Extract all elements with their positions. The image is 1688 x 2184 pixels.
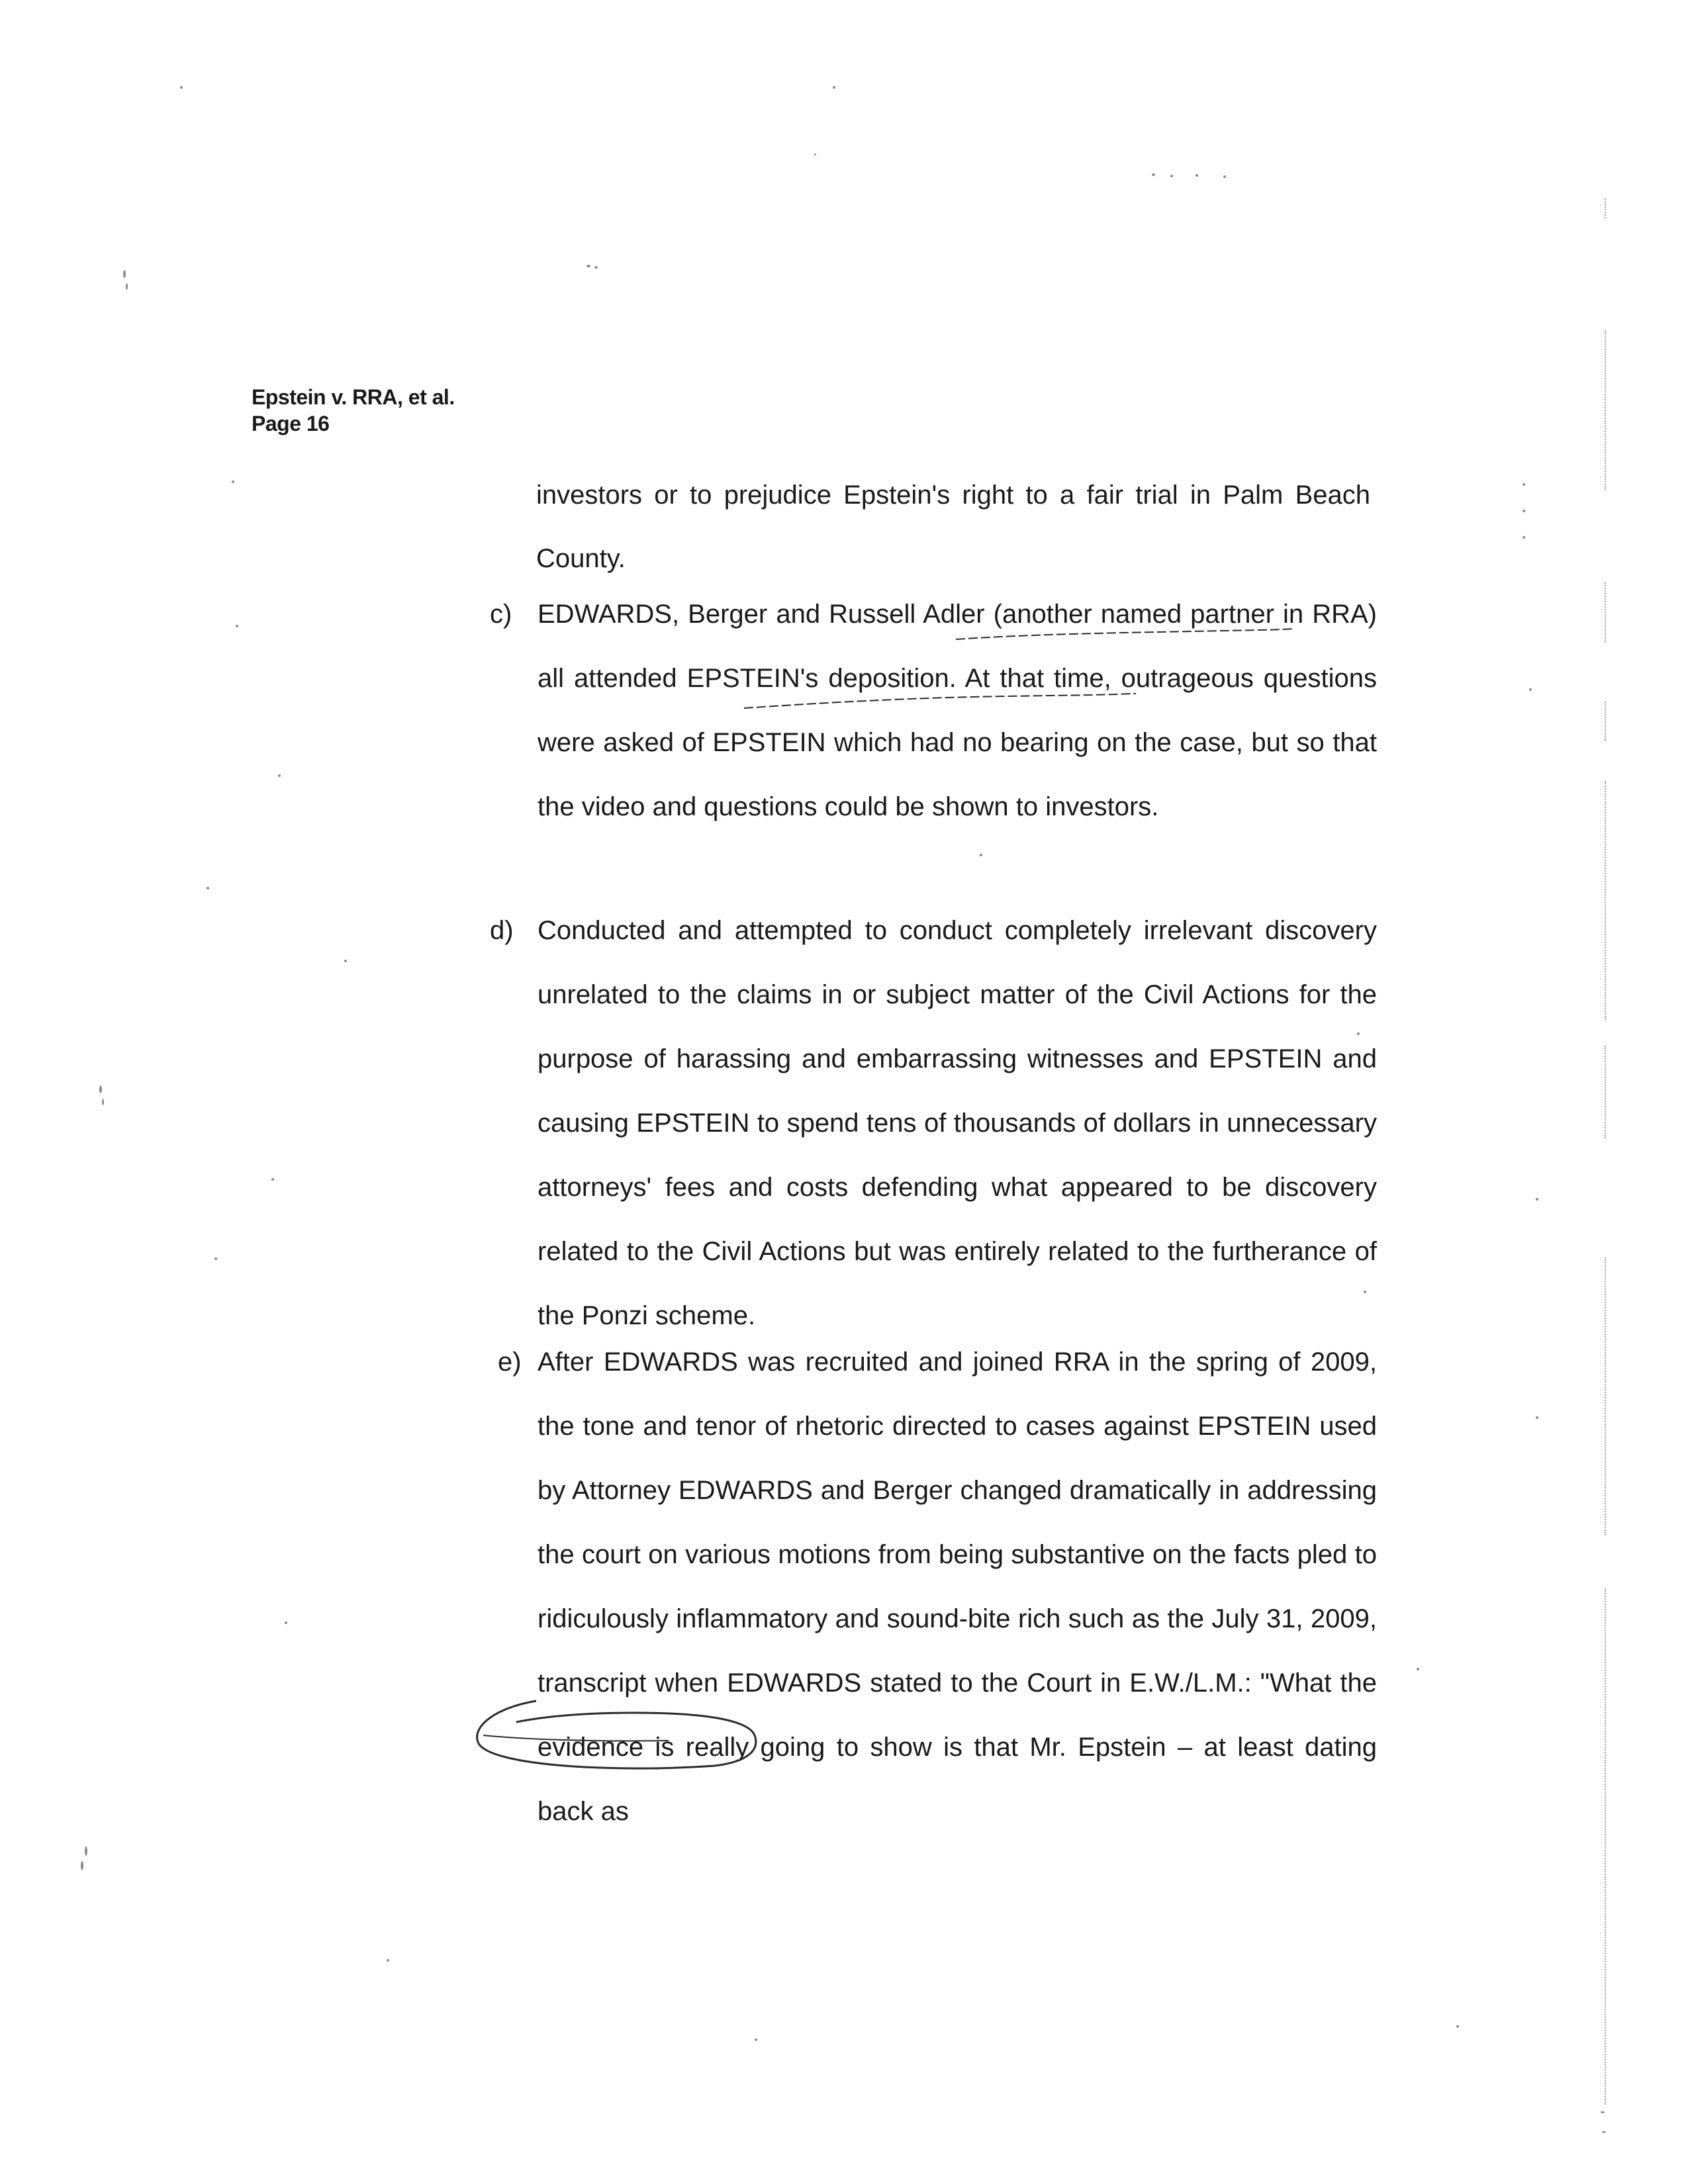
list-item-d: [490, 899, 1377, 1348]
list-item-c: [490, 582, 1377, 839]
list-item-text: Conducted and attempted to conduct completely irrelevant discovery unrelated to the claims in or subject matter of the Civil Actions for the purpose of harassing and embarrassing witnesses and EPSTEIN and causing EPSTEIN to spend tens of thousands of dollars in unnecessary attorneys' fees and costs defending what appeared to be discovery related to the Civil Actions but was entirely related to the furtherance of the Ponzi scheme.: [538, 916, 1377, 1330]
intro-paragraph: investors or to prejudice Epstein's right to a fair trial in Palm Beach County.: [536, 480, 1370, 573]
list-item-text: EDWARDS, Berger and Russell Adler (another named partner in RRA) all attended EPSTEIN's deposition. At that time, outrageous questions were asked of EPSTEIN which had no bearing on the case, but so that the video and questions could be shown to investors.: [538, 600, 1377, 821]
list-marker: e): [498, 1347, 522, 1377]
list-item-e: [490, 1330, 1377, 1844]
list-marker: c): [490, 600, 512, 629]
list-item-text: After EDWARDS was recruited and joined RRA in the spring of 2009, the tone and tenor of rhetoric directed to cases against EPSTEIN used by Attorney EDWARDS and Berger changed dramatically in addressing the court on various motions from being substantive on the facts pled to ridiculously inflammatory and sound-bite rich such as the July 31, 2009, transcript when EDWARDS stated to the Court in E.W./L.M.: "What the evidence is really going to show is that Mr. Epstein – at least dating back as: [538, 1347, 1377, 1826]
page-number: Page 16: [252, 412, 330, 435]
document-header: [252, 384, 455, 437]
case-caption: Epstein v. RRA, et al.: [252, 385, 455, 409]
list-marker: d): [490, 916, 514, 945]
